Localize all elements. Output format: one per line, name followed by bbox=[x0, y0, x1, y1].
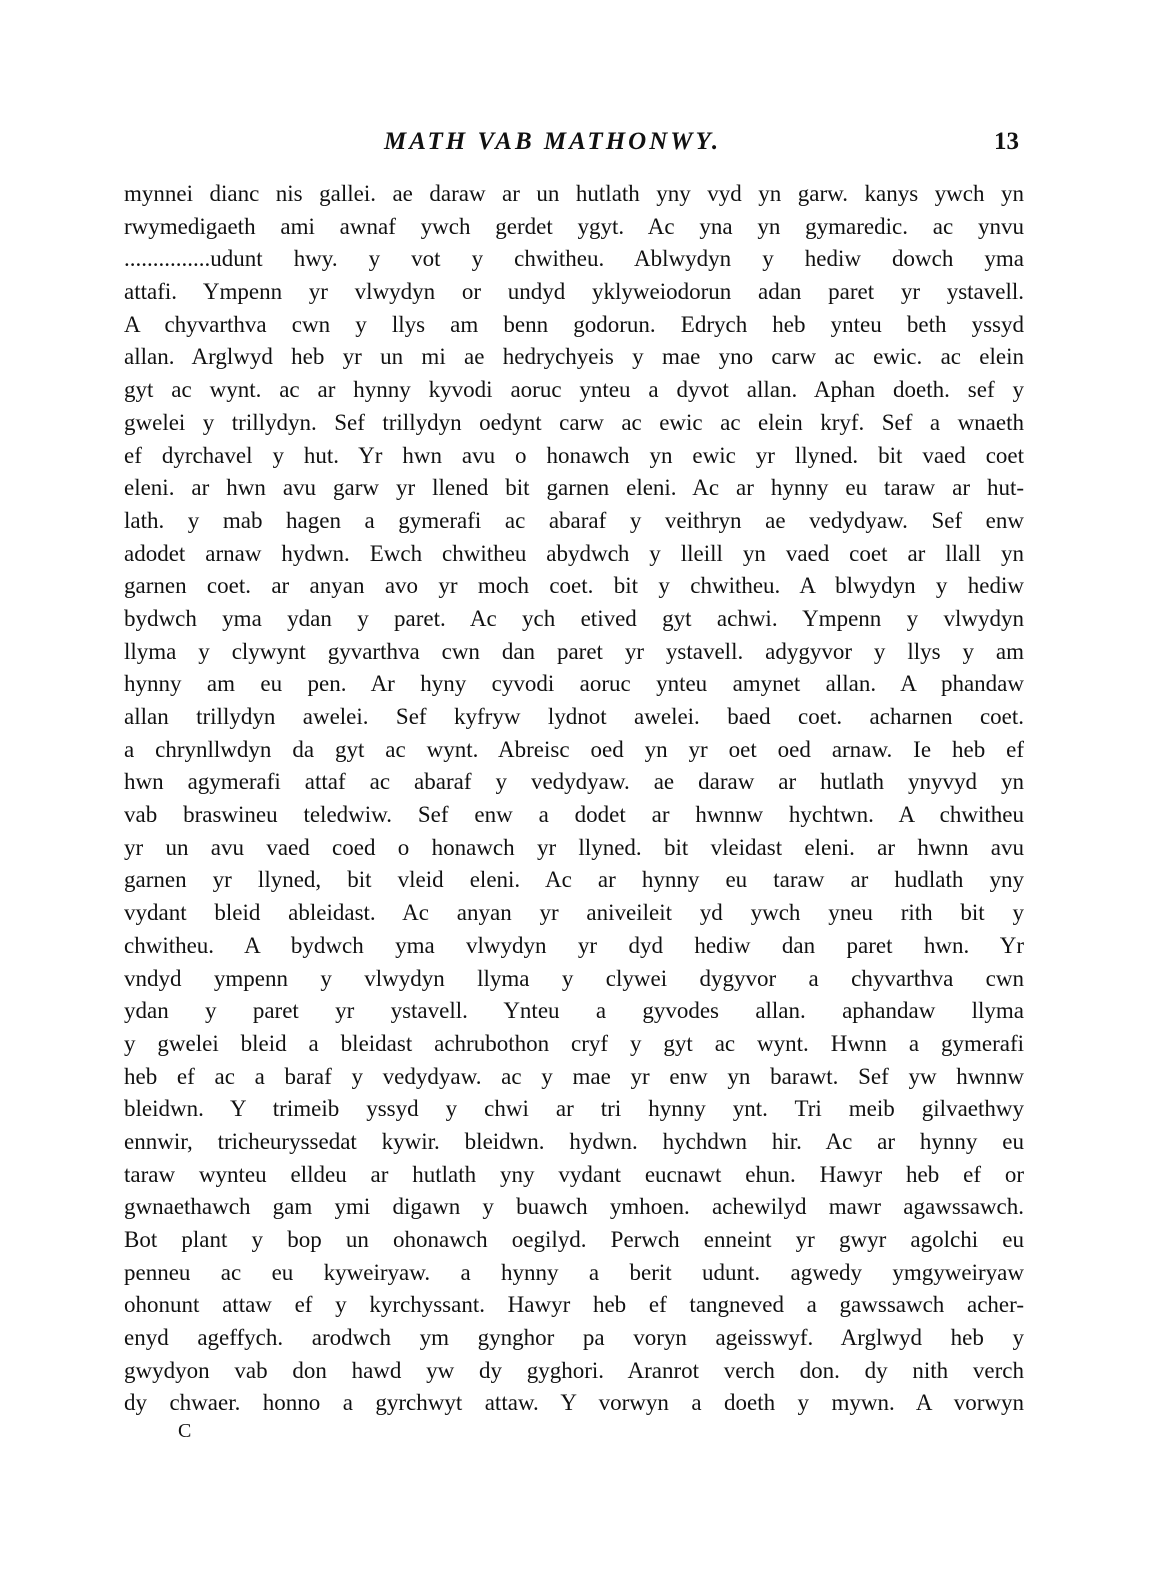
text-line: lath. y mab hagen a gymerafi ac abaraf y veithryn ae vedydyaw. Sef enw bbox=[124, 507, 1024, 533]
running-title: MATH VAB MATHONWY. bbox=[384, 128, 722, 155]
text-line: ...............udunt hwy. y vot y chwitheu. Ablwydyn y hediw dowch yma bbox=[124, 246, 1024, 272]
text-line: heb ef ac a baraf y vedydyaw. ac y mae yr enw yn barawt. Sef yw hwnnw bbox=[124, 1063, 1024, 1089]
text-line: dy chwaer. honno a gyrchwyt attaw. Y vorwyn a doeth y mywn. A vorwyn bbox=[124, 1390, 1024, 1416]
text-line: y gwelei bleid a bleidast achrubothon cryf y gyt ac wynt. Hwnn a gymerafi bbox=[124, 1030, 1024, 1056]
text-line: gwelei y trillydyn. Sef trillydyn oedynt carw ac ewic ac elein kryf. Sef a wnaeth bbox=[124, 409, 1024, 435]
text-line: ydan y paret yr ystavell. Ynteu a gyvodes allan. aphandaw llyma bbox=[124, 998, 1024, 1024]
text-line: llyma y clywynt gyvarthva cwn dan paret yr ystavell. adygyvor y llys y am bbox=[124, 638, 1024, 664]
text-line: allan trillydyn awelei. Sef kyfryw lydnot awelei. baed coet. acharnen coet. bbox=[124, 704, 1024, 729]
text-line: vab braswineu teledwiw. Sef enw a dodet ar hwnnw hychtwn. A chwitheu bbox=[124, 802, 1024, 828]
text-line: yr un avu vaed coed o honawch yr llyned. bit vleidast eleni. ar hwnn avu bbox=[124, 834, 1024, 860]
text-line: chwitheu. A bydwch yma vlwydyn yr dyd hediw dan paret hwn. Yr bbox=[124, 932, 1024, 958]
text-line: bleidwn. Y trimeib yssyd y chwi ar tri hynny ynt. Tri meib gilvaethwy bbox=[124, 1096, 1024, 1122]
text-line: a chrynllwdyn da gyt ac wynt. Abreisc oed yn yr oet oed arnaw. Ie heb ef bbox=[124, 736, 1024, 762]
text-line: vndyd ympenn y vlwydyn llyma y clywei dygyvor a chyvarthva cwn bbox=[124, 965, 1024, 991]
text-line: mynnei dianc nis gallei. ae daraw ar un hutlath yny vyd yn garw. kanys ywch yn bbox=[124, 181, 1024, 206]
text-line: gyt ac wynt. ac ar hynny kyvodi aoruc ynteu a dyvot allan. Aphan doeth. sef y bbox=[124, 377, 1024, 403]
body-text bbox=[124, 178, 1024, 1420]
text-line: garnen coet. ar anyan avo yr moch coet. bit y chwitheu. A blwydyn y hediw bbox=[124, 573, 1024, 599]
text-line: Bot plant y bop un ohonawch oegilyd. Perwch enneint yr gwyr agolchi eu bbox=[124, 1227, 1024, 1252]
text-line: taraw wynteu elldeu ar hutlath yny vydant eucnawt ehun. Hawyr heb ef or bbox=[124, 1161, 1024, 1187]
text-line: garnen yr llyned, bit vleid eleni. Ac ar hynny eu taraw ar hudlath yny bbox=[124, 867, 1024, 893]
text-line: ef dyrchavel y hut. Yr hwn avu o honawch yn ewic yr llyned. bit vaed coet bbox=[124, 442, 1024, 468]
text-line: hynny am eu pen. Ar hyny cyvodi aoruc ynteu amynet allan. A phandaw bbox=[124, 671, 1024, 697]
text-line: gwydyon vab don hawd yw dy gyghori. Aranrot verch don. dy nith verch bbox=[124, 1357, 1024, 1383]
text-line: ennwir, tricheuryssedat kywir. bleidwn. hydwn. hychdwn hir. Ac ar hynny eu bbox=[124, 1128, 1024, 1154]
text-line: A chyvarthva cwn y llys am benn godorun. Edrych heb ynteu beth yssyd bbox=[124, 311, 1024, 337]
text-line: bydwch yma ydan y paret. Ac ych etived gyt achwi. Ympenn y vlwydyn bbox=[124, 605, 1024, 631]
text-line: eleni. ar hwn avu garw yr llened bit garnen eleni. Ac ar hynny eu taraw ar hut- bbox=[124, 475, 1024, 501]
text-line: attafi. Ympenn yr vlwydyn or undyd yklyweiodorun adan paret yr ystavell. bbox=[124, 279, 1024, 305]
text-line: vydant bleid ableidast. Ac anyan yr aniveileit yd ywch yneu rith bit y bbox=[124, 900, 1024, 926]
text-line: allan. Arglwyd heb yr un mi ae hedrychyeis y mae yno carw ac ewic. ac elein bbox=[124, 344, 1024, 370]
text-line: penneu ac eu kyweiryaw. a hynny a berit udunt. agwedy ymgyweiryaw bbox=[124, 1259, 1024, 1285]
text-line: enyd ageffych. arodwch ym gynghor pa voryn ageisswyf. Arglwyd heb y bbox=[124, 1325, 1024, 1351]
text-line: gwnaethawch gam ymi digawn y buawch ymhoen. achewilyd mawr agawssawch. bbox=[124, 1194, 1024, 1220]
text-line: adodet arnaw hydwn. Ewch chwitheu abydwch y lleill yn vaed coet ar llall yn bbox=[124, 540, 1024, 566]
text-line: rwymedigaeth ami awnaf ywch gerdet ygyt. Ac yna yn gymaredic. ac ynvu bbox=[124, 213, 1024, 239]
text-line: hwn agymerafi attaf ac abaraf y vedydyaw. ae daraw ar hutlath ynyvyd yn bbox=[124, 769, 1024, 795]
page-number: 13 bbox=[994, 128, 1019, 155]
signature-mark: C bbox=[178, 1420, 192, 1442]
text-line: ohonunt attaw ef y kyrchyssant. Hawyr heb ef tangneved a gawssawch acher- bbox=[124, 1292, 1024, 1318]
